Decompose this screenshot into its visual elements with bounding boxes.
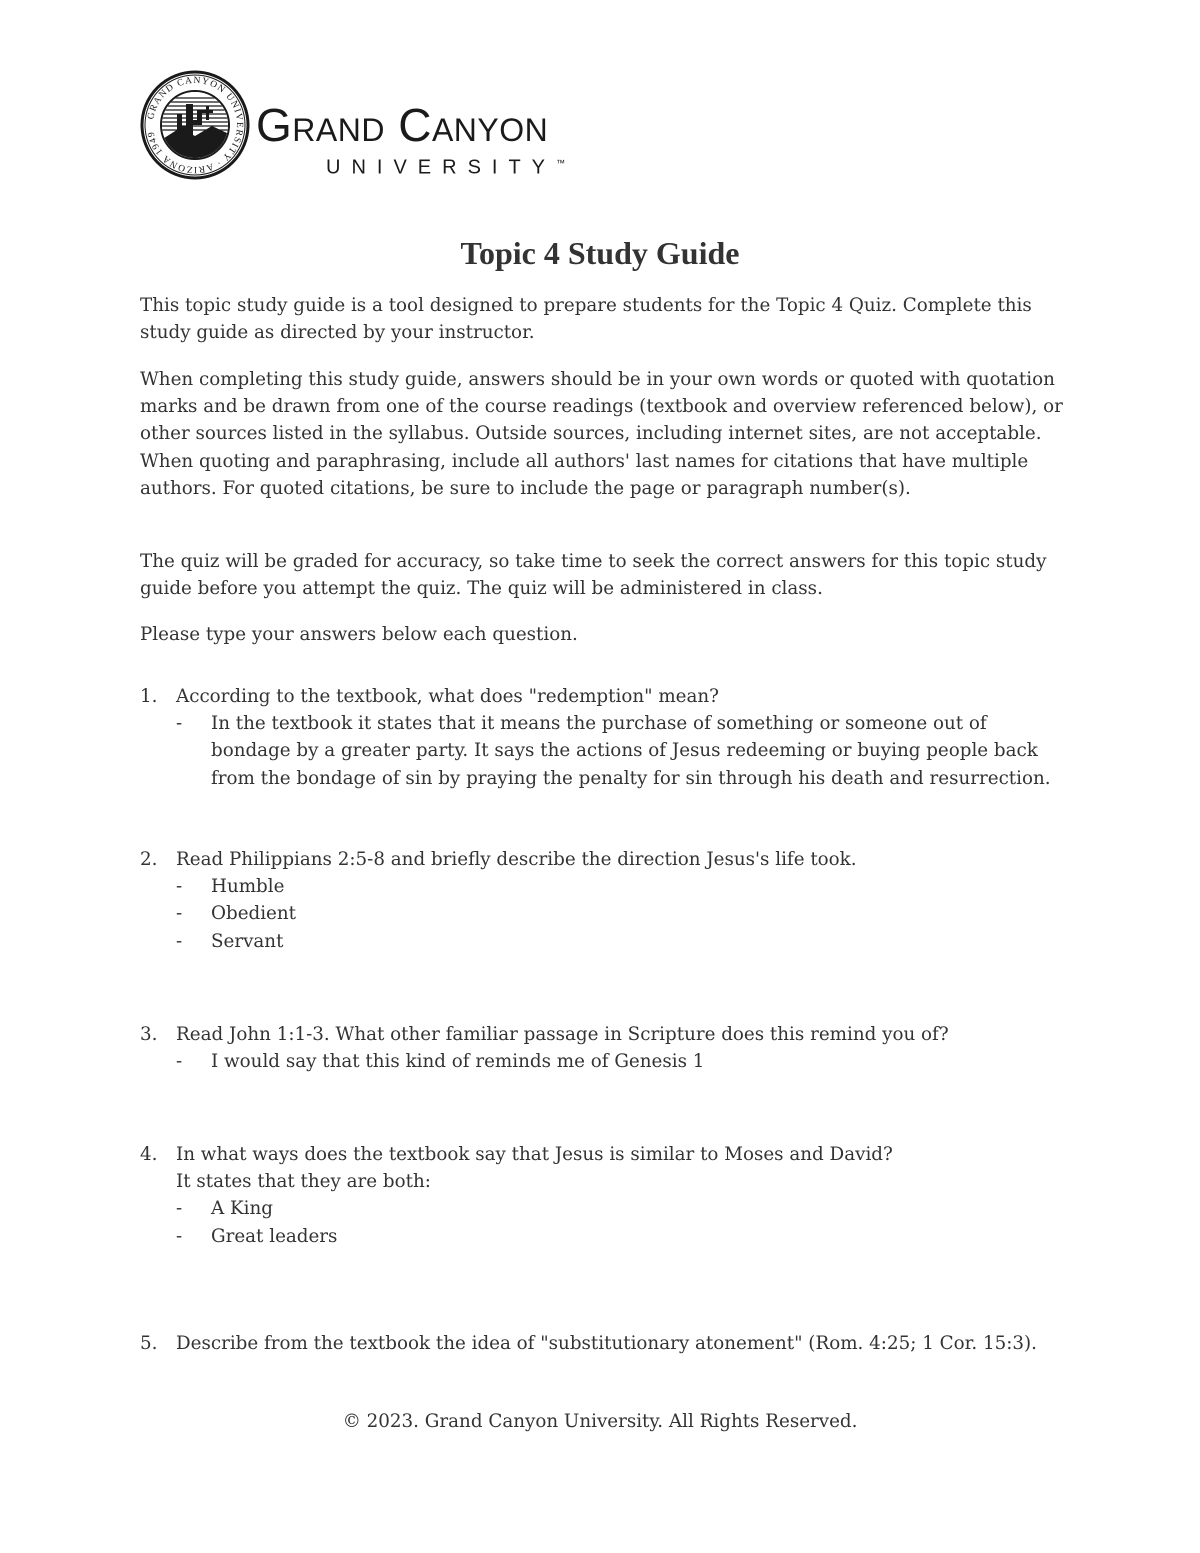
question-text-row [140,1141,1070,1168]
answer-item [140,928,1070,955]
answer-text: A King [211,1198,273,1220]
intro-paragraph-1: This topic study guide is a tool designed to prepare students for the Topic 4 Quiz. Complete this study guide as directed by your instructor. [140,295,1032,344]
intro-paragraph-3: The quiz will be graded for accuracy, so take time to seek the correct answers for this topic study guide before you attempt the quiz. The quiz will be administered in class. [140,551,1047,600]
copyright-footer: © 2023. Grand Canyon University. All Rights Reserved. [342,1411,858,1432]
question-number: 2. [140,849,158,870]
answer-intro-line: It states that they are both: [176,1171,431,1193]
dash-bullet: - [176,1225,183,1247]
university-seal-icon [140,70,250,180]
dash-bullet: - [176,930,183,952]
wordmark-line2-text: UNIVERSITY [326,156,557,179]
intro-paragraph-4: Please type your answers below each question. [140,624,578,645]
dash-bullet: - [176,903,183,925]
answer-item [140,710,1070,792]
question-text: According to the textbook, what does "redemption" mean? [176,686,719,707]
intro-paragraph-2: When completing this study guide, answers should be in your own words or quoted with quotation marks and be drawn from one of the course readings (textbook and overview referenced below), or other sources listed in the syllabus. Outside sources, including internet sites, are not acceptable. When quoting and paraphrasing, include all authors' last names for citations that have multiple authors. For quoted citations, be sure to include the page or paragraph number(s). [140,369,1063,499]
answer-text: I would say that this kind of reminds me of Genesis 1 [211,1051,705,1073]
answer-item [140,1223,1070,1250]
question-3 [140,1021,1070,1075]
dash-bullet: - [176,713,183,735]
answer-item [140,900,1070,927]
answer-item [140,1195,1070,1222]
answer-text: Great leaders [211,1225,338,1247]
question-number: 3. [140,1024,158,1045]
question-number: 4. [140,1144,158,1165]
question-number: 5. [140,1333,158,1354]
dash-bullet: - [176,876,183,898]
question-text: In what ways does the textbook say that Jesus is similar to Moses and David? [176,1144,893,1165]
answer-text: Obedient [211,903,296,925]
answer-item [140,873,1070,900]
question-text: Describe from the textbook the idea of "substitutionary atonement" (Rom. 4:25; 1 Cor. 15:3). [176,1333,1037,1354]
dash-bullet: - [176,1198,183,1220]
question-4 [140,1141,1070,1250]
trademark-symbol: ™ [556,158,566,168]
question-1 [140,683,1070,792]
question-text-row [140,846,1070,873]
answer-text: Humble [211,876,285,898]
page-title: Topic 4 Study Guide [460,235,740,271]
answer-text: Servant [211,930,284,952]
question-5 [140,1330,1070,1357]
question-text-row [140,1021,1070,1048]
question-text-row [140,1330,1070,1357]
gcu-logo [140,70,620,182]
dash-bullet: - [176,1051,183,1073]
answer-item [140,1048,1070,1075]
wordmark-line1-text: Grand Canyon [256,99,549,151]
wordmark [256,100,565,181]
question-text: Read Philippians 2:5-8 and briefly describe the direction Jesus's life took. [176,849,857,870]
question-text: Read John 1:1-3. What other familiar passage in Scripture does this remind you of? [176,1024,949,1045]
wordmark-grand-canyon [256,100,565,150]
question-2 [140,846,1070,955]
question-number: 1. [140,686,158,707]
seal-text: GRAND CANYON UNIVERSITY · ARIZONA 1949 [146,75,245,175]
wordmark-university [256,150,565,181]
answer-text: In the textbook it states that it means the purchase of something or someone out of bondage by a greater party. It says the actions of Jesus redeeming or buying people back from the bondage of sin by praying the penalty for sin through his death and resurrection. [211,713,1051,789]
question-text-row [140,683,1070,710]
